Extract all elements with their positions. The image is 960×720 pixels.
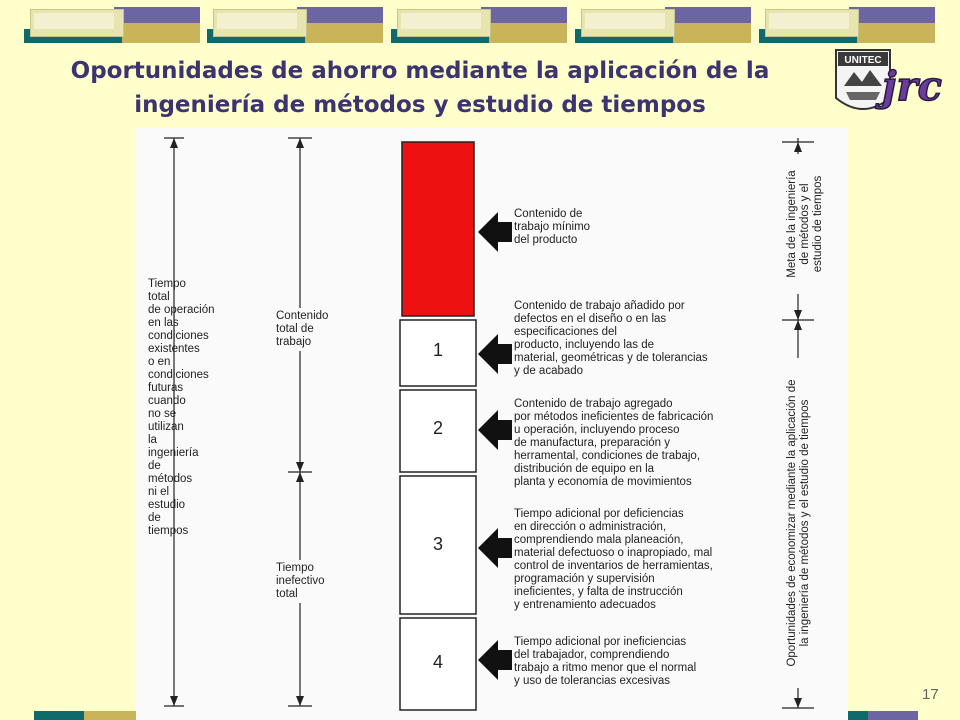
header-decoration-3 — [391, 7, 567, 43]
header-decoration-4 — [575, 7, 751, 43]
description-minimum-content: Contenido de trabajo mínimo del producto — [514, 208, 591, 246]
svg-text:UNITEC: UNITEC — [844, 55, 882, 66]
arrow-2 — [478, 410, 512, 450]
footer-decoration-olive — [84, 711, 136, 720]
description-design-defects: Contenido de trabajo añadido por defectos en el diseño o en las especificaciones del producto, incluyendo las de material, geométricas y de tolerancias y de acabado — [514, 300, 708, 377]
slide-title — [20, 54, 820, 122]
footer-decoration-teal-right — [848, 711, 868, 720]
box-1-number: 1 — [432, 340, 443, 360]
total-work-content-label: Contenido total de trabajo — [276, 308, 356, 351]
header-decoration-1 — [24, 7, 200, 43]
arrow-3 — [478, 528, 512, 568]
red-box-minimum-content — [402, 142, 474, 316]
description-management-deficiencies: Tiempo adicional por deficiencias en dirección o administración, comprendiendo mala planeación, material defectuoso o inapropiado, mal control de inventarios de herramientas, programación y supervisión ineficientes, y falta de instrucción y entrenamiento adecuados — [514, 508, 713, 611]
slide-title-line1: Oportunidades de ahorro mediante la aplicación de la — [70, 58, 770, 84]
footer-decoration-teal — [34, 711, 84, 720]
unitec-jrc-logo — [832, 46, 942, 128]
methods-diagram — [136, 128, 848, 720]
methods-goal-label: Meta de la ingeniería de métodos y el estudio de tiempos — [786, 154, 825, 294]
svg-text:jrc: jrc — [882, 63, 942, 110]
total-ineffective-time-label: Tiempo inefectivo total — [276, 560, 356, 603]
arrow-4 — [478, 640, 512, 680]
header-decoration-2 — [207, 7, 383, 43]
box-4-number: 4 — [432, 652, 443, 672]
total-operation-time-label: Tiempo total de operación en las condiciones existentes o en condiciones futuras cuando no se utilizan la ingeniería de métodos ni el estudio de tiempos — [148, 278, 215, 537]
box-3-number: 3 — [432, 534, 443, 554]
savings-opportunities-label: Oportunidades de economizar mediante la aplicación de la ingeniería de métodos y el estudio de tiempos — [786, 358, 812, 688]
arrow-1 — [478, 334, 512, 374]
arrow-0 — [478, 212, 512, 252]
header-decoration-5 — [759, 7, 935, 43]
slide-title-line2: ingeniería de métodos y estudio de tiempos — [134, 92, 706, 118]
description-worker-inefficiencies: Tiempo adicional por ineficiencias del trabajador, comprendiendo trabajo a ritmo menor que el normal y uso de tolerancias excesivas — [514, 636, 697, 687]
page-number: 17 — [922, 686, 939, 703]
footer-decoration-purple-right — [868, 711, 918, 720]
box-2-number: 2 — [432, 418, 443, 438]
description-inefficient-methods: Contenido de trabajo agregado por métodos ineficientes de fabricación u operación, incluyendo proceso de manufactura, preparación y herramental, condiciones de trabajo, distribución de equipo en la planta y economía de movimientos — [514, 398, 714, 488]
